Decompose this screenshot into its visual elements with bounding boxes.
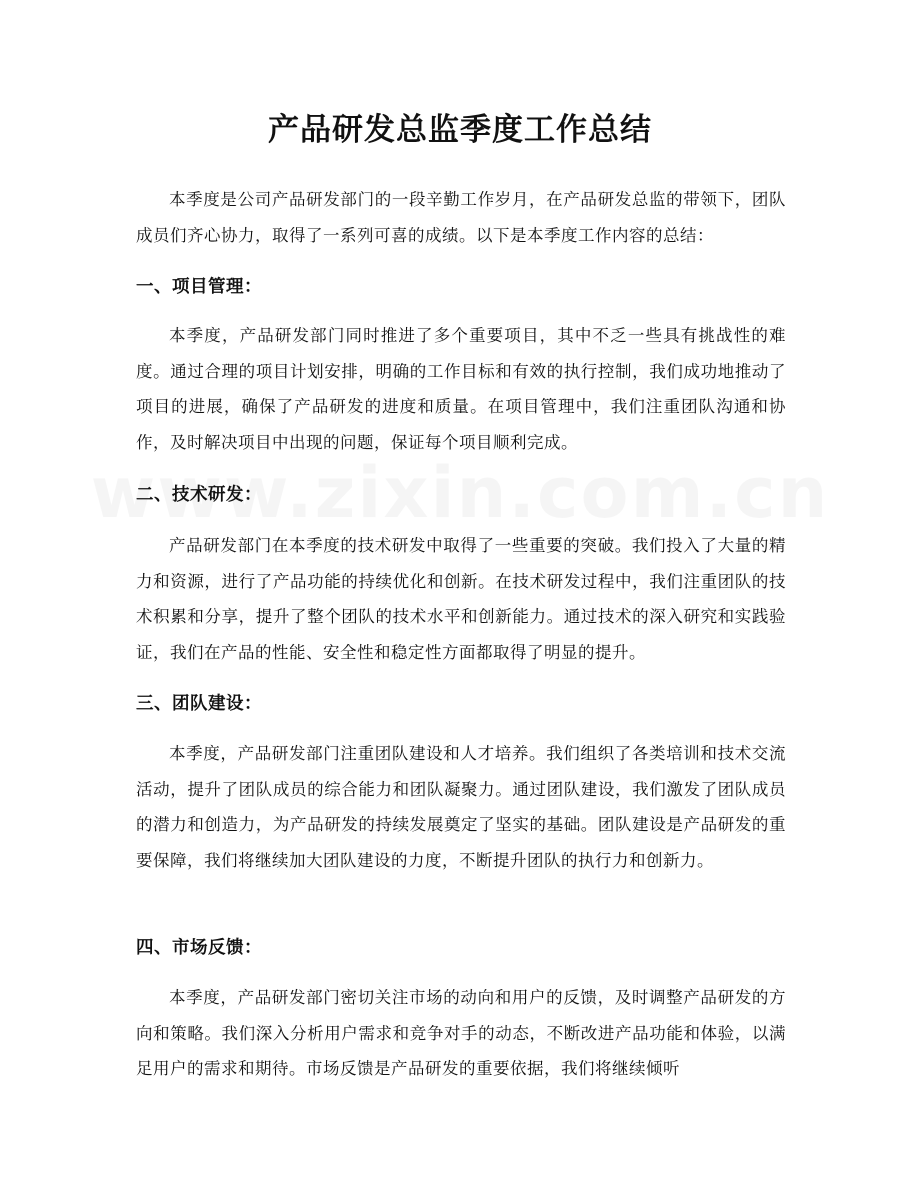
section-heading-project-management: 一、项目管理：: [136, 277, 262, 297]
intro-paragraph: 本季度是公司产品研发部门的一段辛勤工作岁月，在产品研发总监的带领下，团队成员们齐心协力，取得了一系列可喜的成绩。以下是本季度工作内容的总结：: [136, 190, 786, 245]
section-body-tech-rd: 产品研发部门在本季度的技术研发中取得了一些重要的突破。我们投入了大量的精力和资源，进行了产品功能的持续优化和创新。在技术研发过程中，我们注重团队的技术积累和分享，提升了整个团队的技术水平和创新能力。通过技术的深入研究和实践验证，我们在产品的性能、安全性和稳定性方面都取得了明显的提升。: [136, 536, 786, 662]
section-heading-tech-rd: 二、技术研发：: [136, 485, 262, 505]
section-body-market-feedback: 本季度，产品研发部门密切关注市场的动向和用户的反馈，及时调整产品研发的方向和策略。我们深入分析用户需求和竞争对手的动态，不断改进产品功能和体验，以满足用户的需求和期待。市场反馈是产品研发的重要依据，我们将继续倾听: [136, 988, 786, 1079]
section-body-project-management: 本季度，产品研发部门同时推进了多个重要项目，其中不乏一些具有挑战性的难度。通过合理的项目计划安排，明确的工作目标和有效的执行控制，我们成功地推动了项目的进展，确保了产品研发的进度和质量。在项目管理中，我们注重团队沟通和协作，及时解决项目中出现的问题，保证每个项目顺利完成。: [136, 326, 786, 452]
document-title: 产品研发总监季度工作总结: [268, 112, 652, 148]
section-heading-market-feedback: 四、市场反馈：: [136, 938, 262, 958]
section-heading-team-building: 三、团队建设：: [136, 694, 262, 714]
section-body-team-building: 本季度，产品研发部门注重团队建设和人才培养。我们组织了各类培训和技术交流活动，提升了团队成员的综合能力和团队凝聚力。通过团队建设，我们激发了团队成员的潜力和创造力，为产品研发的持续发展奠定了坚实的基础。团队建设是产品研发的重要保障，我们将继续加大团队建设的力度，不断提升团队的执行力和创新力。: [136, 744, 786, 870]
